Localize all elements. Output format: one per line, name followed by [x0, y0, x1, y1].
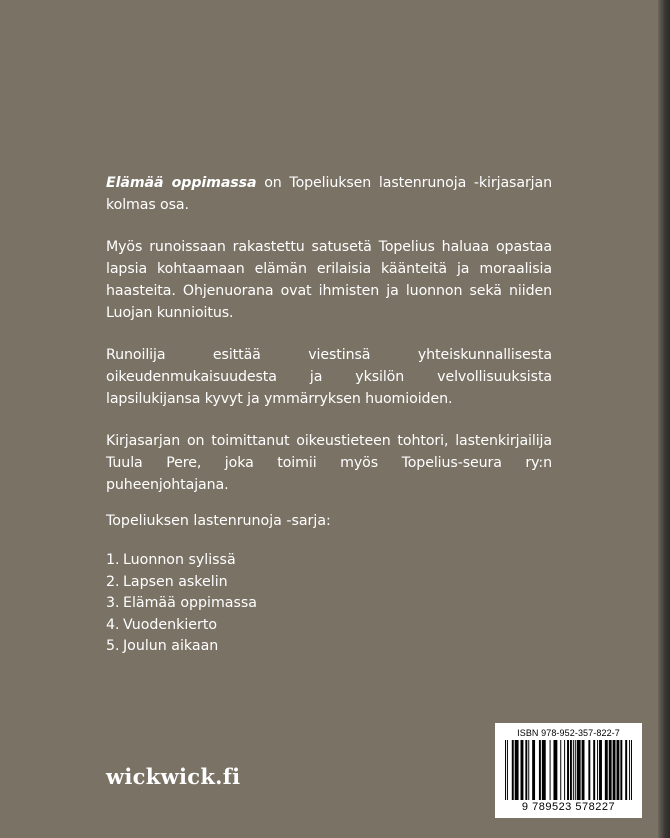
publisher-logo: wickwick.fi: [106, 764, 241, 789]
list-item-title: Vuodenkierto: [123, 616, 218, 633]
barcode-bar: [525, 740, 527, 800]
barcode-bar: [613, 740, 616, 800]
barcode-bar: [616, 740, 619, 800]
description-paragraph-3: Kirjasarjan on toimittanut oikeustieteen tohtori, lastenkirjailija Tuula Pere, joka toimii myös Topelius-seura ry:n puheenjohtajana.: [106, 433, 552, 493]
isbn-barcode: [495, 723, 642, 818]
list-item-title: Elämää oppimassa: [123, 595, 257, 611]
list-item: [106, 572, 552, 594]
intro-text: on Topeliuksen lastenrunoja -kirjasarjan kolmas osa.: [106, 175, 552, 213]
barcode-bar: [577, 740, 581, 800]
barcode-bar: [507, 740, 508, 800]
barcode-bar: [593, 740, 595, 800]
barcode-bar: [575, 740, 576, 800]
barcode-bar: [542, 740, 546, 800]
barcode-bar: [521, 740, 524, 800]
barcode-bars: [505, 740, 632, 800]
back-cover-description: [106, 172, 552, 516]
barcode-bar: [505, 740, 506, 800]
intro-paragraph: [106, 172, 552, 216]
barcode-bar: [609, 740, 612, 800]
list-item-number: 5.: [106, 638, 120, 654]
barcode-bar: [553, 740, 557, 800]
barcode-bar: [588, 740, 590, 800]
barcode-bar: [570, 740, 572, 800]
barcode-bar: [528, 740, 529, 800]
isbn-label: ISBN 978-952-357-822-7: [517, 728, 620, 738]
series-heading: Topeliuksen lastenrunoja -sarja:: [106, 513, 331, 529]
list-item: [106, 593, 552, 615]
cover-spine-edge: [658, 0, 670, 838]
barcode-bar: [599, 740, 602, 800]
list-item: [106, 636, 552, 658]
list-item-title: Joulun aikaan: [123, 638, 219, 654]
barcode-bar: [539, 740, 541, 800]
barcode-bar: [512, 740, 514, 800]
barcode-bar: [625, 740, 627, 800]
list-item: [106, 550, 552, 572]
barcode-bar: [582, 740, 585, 800]
list-item-number: 2.: [106, 573, 120, 590]
list-item-number: 3.: [106, 595, 120, 611]
list-item-title: Luonnon sylissä: [123, 552, 236, 568]
barcode-digits: 9 789523 578227: [521, 801, 616, 813]
barcode-bar: [597, 740, 598, 800]
list-item-number: 1.: [106, 552, 120, 568]
barcode-bar: [629, 740, 630, 800]
barcode-bar: [573, 740, 574, 800]
list-item: [106, 615, 552, 637]
barcode-bar: [631, 740, 632, 800]
series-list-section: [106, 510, 552, 658]
barcode-bar: [605, 740, 608, 800]
book-title-emphasis: Elämää oppimassa: [106, 175, 257, 191]
barcode-bar: [564, 740, 565, 800]
barcode-bar: [560, 740, 561, 800]
barcode-bar: [567, 740, 569, 800]
series-list: [106, 550, 552, 658]
barcode-bar: [550, 740, 551, 800]
barcode-bar: [620, 740, 622, 800]
description-paragraph-2: Runoilija esittää viestinsä yhteiskunnallisesta oikeudenmukaisuudesta ja yksilön velvollisuuksista lapsilukijansa kyvyt ja ymmärryksen huomioiden.: [106, 347, 552, 407]
list-item-number: 4.: [106, 616, 120, 633]
barcode-bar: [515, 740, 519, 800]
barcode-bar: [532, 740, 535, 800]
description-paragraph-1: Myös runoissaan rakastettu satusetä Topelius haluaa opastaa lapsia kohtaamaan elämän erilaisia käänteitä ja moraalisia haasteita. Ohjenuorana ovat ihmisten ja luonnon sekä niiden Luojan kunnioitus.: [106, 239, 552, 321]
list-item-title: Lapsen askelin: [123, 573, 228, 590]
